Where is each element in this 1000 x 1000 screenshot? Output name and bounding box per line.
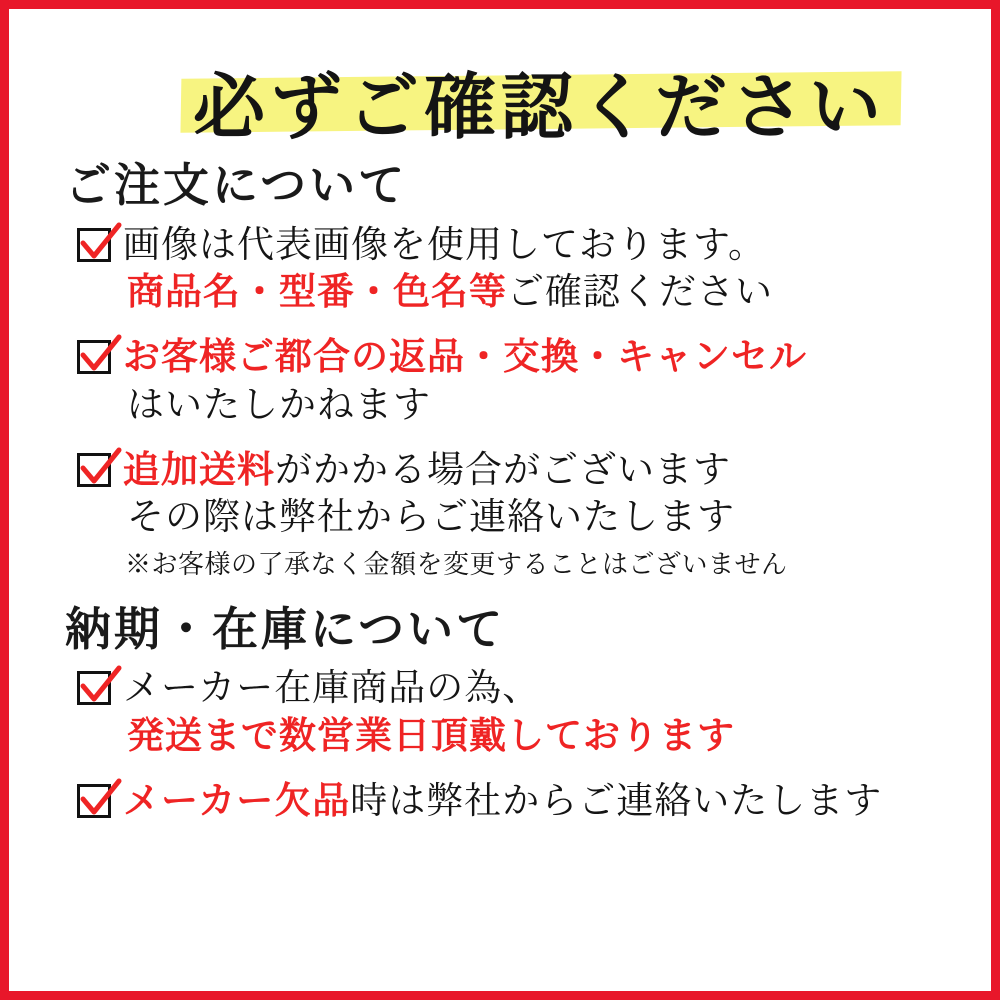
list-item-line xyxy=(127,713,957,760)
checkmark-icon xyxy=(77,784,115,822)
text-segment: ご確認ください xyxy=(507,271,773,313)
page-title-text: 必ずご確認ください xyxy=(193,68,887,148)
frame-border-top xyxy=(0,0,1000,9)
section-heading-delivery: 納期・在庫について xyxy=(65,603,506,655)
text-segment: 画像は代表画像を使用しております。 xyxy=(123,224,767,266)
checkmark-icon xyxy=(77,671,115,709)
list-item xyxy=(77,222,957,317)
list-item-lines xyxy=(123,778,957,825)
list-item-line xyxy=(123,334,957,381)
list-item-lines xyxy=(123,334,957,429)
page-title xyxy=(43,35,957,147)
list-item-line xyxy=(127,269,957,316)
list-item-line xyxy=(127,382,957,429)
list-item-line xyxy=(127,494,957,541)
list-item-line xyxy=(123,778,957,825)
list-item xyxy=(77,665,957,760)
section-heading-order: ご注文について xyxy=(65,160,408,211)
list-item-lines xyxy=(123,222,957,317)
text-segment: メーカー在庫商品の為、 xyxy=(123,668,541,710)
list-item-line xyxy=(123,222,957,269)
checkmark-icon xyxy=(77,228,115,266)
text-segment-red: 追加送料 xyxy=(123,450,275,492)
checkmark-icon xyxy=(77,453,115,491)
list-item xyxy=(77,334,957,429)
list-item xyxy=(77,447,957,581)
text-segment-red: メーカー欠品 xyxy=(123,781,351,823)
text-segment: その際は弊社からご連絡いたします xyxy=(127,497,735,539)
frame-border-right xyxy=(991,0,1000,1000)
list-item-lines xyxy=(123,447,957,581)
list-item-line xyxy=(123,447,957,494)
list-item-note: ※お客様の了承なく金額を変更することはございません xyxy=(125,549,788,579)
text-segment-red: お客様ご都合の返品・交換・キャンセル xyxy=(123,337,807,379)
text-segment: はいたしかねます xyxy=(127,384,431,426)
text-segment-red: 商品名・型番・色名等 xyxy=(127,271,507,313)
checkmark-icon xyxy=(77,340,115,378)
frame-border-left xyxy=(0,0,9,1000)
list-item-lines xyxy=(123,665,957,760)
text-segment-red: 発送まで数営業日頂戴しております xyxy=(127,715,735,757)
text-segment: がかかる場合がございます xyxy=(275,450,731,492)
notice-content xyxy=(9,9,991,991)
list-item-line xyxy=(123,665,957,712)
text-segment: 時は弊社からご連絡いたします xyxy=(350,781,883,823)
frame-border-bottom xyxy=(0,991,1000,1000)
list-item xyxy=(77,778,957,825)
